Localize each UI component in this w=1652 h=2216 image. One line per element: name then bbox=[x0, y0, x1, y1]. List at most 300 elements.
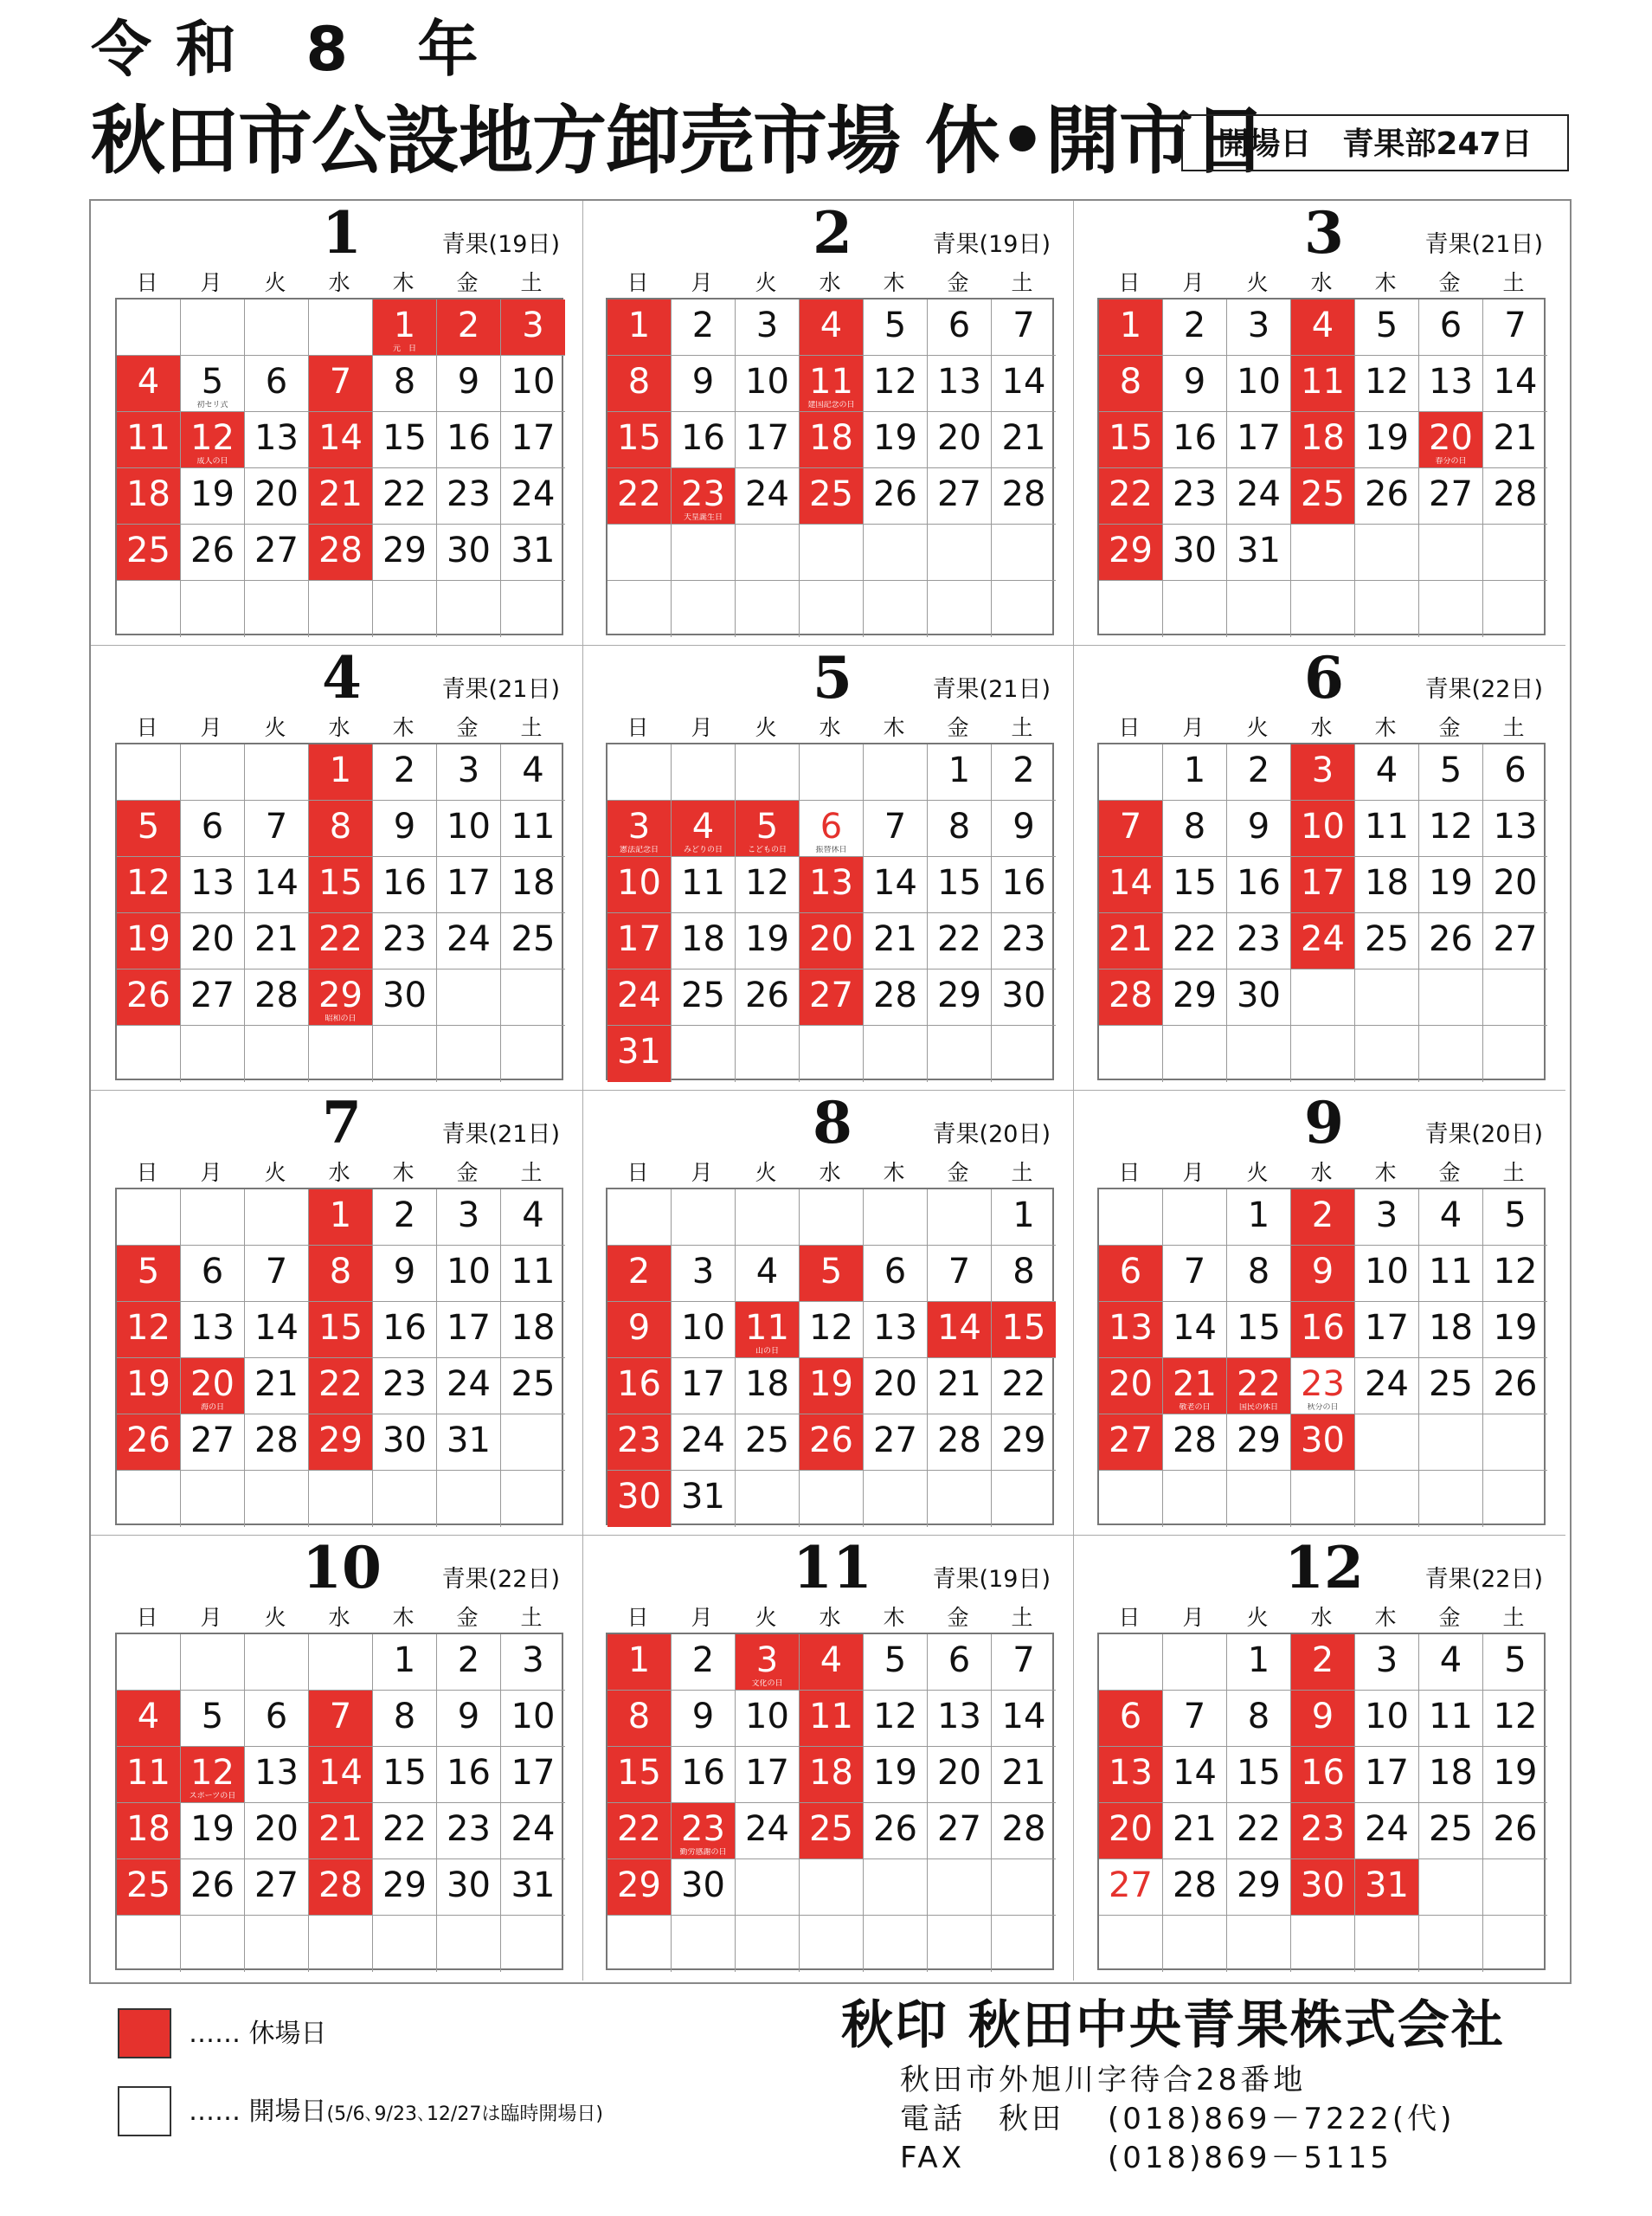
day-cell: 18 bbox=[1419, 1747, 1483, 1803]
day-cell: 3 憲法記念日 bbox=[607, 801, 672, 857]
day-cell bbox=[800, 525, 864, 581]
day-cell bbox=[864, 581, 928, 637]
day-cell: 31 bbox=[1355, 1859, 1419, 1916]
day-cell bbox=[373, 1916, 437, 1972]
day-cell: 3 bbox=[736, 300, 800, 356]
month-count: 青果(21日) bbox=[932, 676, 1051, 703]
day-cell: 5 bbox=[1483, 1634, 1547, 1691]
holiday-note: スポーツの日 bbox=[189, 1792, 236, 1800]
day-cell: 12 成人の日 bbox=[181, 412, 245, 468]
day-cell bbox=[1355, 525, 1419, 581]
day-cell: 16 bbox=[1291, 1302, 1355, 1358]
weekday-label: 金 bbox=[947, 1605, 969, 1630]
month-block bbox=[1073, 1536, 1565, 1981]
weekday-label: 日 bbox=[1118, 1605, 1141, 1630]
weekday-header bbox=[115, 1605, 563, 1631]
day-cell: 14 bbox=[245, 1302, 309, 1358]
day-cell: 6 振替休日 bbox=[800, 801, 864, 857]
day-cell: 13 bbox=[1099, 1302, 1163, 1358]
holiday-note: 敬老の日 bbox=[1179, 1403, 1211, 1412]
day-cell: 24 bbox=[1291, 913, 1355, 970]
day-cell: 21 bbox=[992, 412, 1056, 468]
day-cell: 28 bbox=[864, 970, 928, 1026]
day-cell bbox=[245, 744, 309, 801]
day-cell: 25 bbox=[1419, 1358, 1483, 1414]
day-cell: 9 bbox=[373, 1246, 437, 1302]
day-cell: 13 bbox=[245, 412, 309, 468]
weekday-label: 月 bbox=[1182, 270, 1205, 295]
day-cell: 9 bbox=[1227, 801, 1291, 857]
company-address: 秋田市外旭川字待合28番地 bbox=[900, 2063, 1307, 2097]
holiday-note: 山の日 bbox=[755, 1347, 779, 1356]
day-cell bbox=[864, 744, 928, 801]
weekday-label: 金 bbox=[947, 270, 969, 295]
day-cell: 4 bbox=[800, 300, 864, 356]
day-cell: 21 bbox=[1163, 1803, 1227, 1859]
day-cell: 17 bbox=[1355, 1302, 1419, 1358]
weekday-label: 月 bbox=[691, 270, 713, 295]
day-cell bbox=[1163, 1634, 1227, 1691]
day-cell: 15 bbox=[1227, 1302, 1291, 1358]
weekday-label: 火 bbox=[264, 1605, 286, 1630]
weekday-label: 木 bbox=[883, 1160, 905, 1185]
day-cell: 30 bbox=[1291, 1414, 1355, 1471]
weekday-label: 日 bbox=[627, 715, 649, 740]
day-cell bbox=[1419, 1471, 1483, 1527]
day-cell bbox=[1099, 744, 1163, 801]
day-cell: 19 bbox=[181, 1803, 245, 1859]
day-cell: 17 bbox=[1291, 857, 1355, 913]
weekday-label: 木 bbox=[883, 715, 905, 740]
day-cell bbox=[309, 1634, 373, 1691]
day-cell: 17 bbox=[501, 412, 565, 468]
weekday-label: 金 bbox=[947, 1160, 969, 1185]
month-number: 3 bbox=[1304, 199, 1344, 267]
day-cell: 25 bbox=[736, 1414, 800, 1471]
day-cell: 10 bbox=[437, 801, 501, 857]
day-cell: 26 bbox=[117, 1414, 181, 1471]
day-cell bbox=[864, 1859, 928, 1916]
day-cell: 9 bbox=[992, 801, 1056, 857]
day-cell: 21 bbox=[1483, 412, 1547, 468]
month-block bbox=[91, 201, 583, 646]
day-cell: 19 bbox=[864, 412, 928, 468]
holiday-note: 国民の休日 bbox=[1238, 1403, 1278, 1412]
day-cell: 7 bbox=[1099, 801, 1163, 857]
day-cell: 7 bbox=[245, 1246, 309, 1302]
day-cell bbox=[117, 1026, 181, 1082]
month-count: 青果(21日) bbox=[441, 1121, 560, 1148]
day-cell: 16 bbox=[1163, 412, 1227, 468]
weekday-header bbox=[606, 1605, 1054, 1631]
weekday-label: 火 bbox=[755, 715, 777, 740]
day-cell: 24 bbox=[501, 1803, 565, 1859]
day-cell: 9 bbox=[672, 356, 736, 412]
day-cell: 17 bbox=[1227, 412, 1291, 468]
weekday-label: 月 bbox=[1182, 715, 1205, 740]
weekday-label: 火 bbox=[1246, 1160, 1269, 1185]
weekday-header bbox=[606, 270, 1054, 296]
month-count: 青果(19日) bbox=[932, 1566, 1051, 1593]
day-cell: 27 bbox=[1099, 1859, 1163, 1916]
day-cell bbox=[181, 1026, 245, 1082]
day-cell: 11 bbox=[117, 1747, 181, 1803]
day-cell: 16 bbox=[373, 857, 437, 913]
weekday-label: 日 bbox=[1118, 270, 1141, 295]
day-cell: 19 bbox=[1355, 412, 1419, 468]
day-cell bbox=[437, 581, 501, 637]
day-cell bbox=[309, 1916, 373, 1972]
day-cell bbox=[736, 525, 800, 581]
weekday-header bbox=[606, 1160, 1054, 1186]
month-block bbox=[582, 201, 1074, 646]
weekday-label: 金 bbox=[456, 270, 479, 295]
day-cell: 20 海の日 bbox=[181, 1358, 245, 1414]
weekday-header bbox=[115, 715, 563, 741]
holiday-note: 秋分の日 bbox=[1307, 1403, 1339, 1412]
month-number: 8 bbox=[813, 1089, 852, 1156]
weekday-label: 土 bbox=[1502, 1160, 1525, 1185]
day-cell: 15 bbox=[928, 857, 992, 913]
month-number: 1 bbox=[322, 199, 362, 267]
day-cell: 14 bbox=[1483, 356, 1547, 412]
day-cell: 5 bbox=[864, 300, 928, 356]
day-cell: 9 bbox=[437, 1691, 501, 1747]
day-cell: 26 bbox=[1483, 1358, 1547, 1414]
day-cell: 3 bbox=[1355, 1189, 1419, 1246]
day-cell: 14 bbox=[1163, 1302, 1227, 1358]
weekday-label: 土 bbox=[1011, 715, 1033, 740]
day-cell: 22 bbox=[1099, 468, 1163, 525]
day-cell: 3 文化の日 bbox=[736, 1634, 800, 1691]
day-cell bbox=[1291, 525, 1355, 581]
weekday-header bbox=[1097, 1605, 1546, 1631]
weekday-label: 土 bbox=[520, 1160, 543, 1185]
weekday-label: 火 bbox=[755, 270, 777, 295]
legend-open-swatch bbox=[118, 2086, 171, 2136]
weekday-label: 月 bbox=[1182, 1160, 1205, 1185]
holiday-note: 初セリ式 bbox=[196, 401, 228, 409]
day-cell: 29 bbox=[992, 1414, 1056, 1471]
day-cell: 28 bbox=[992, 468, 1056, 525]
weekday-label: 土 bbox=[1502, 270, 1525, 295]
day-cell: 7 bbox=[992, 1634, 1056, 1691]
day-cell: 25 bbox=[501, 913, 565, 970]
day-cell bbox=[992, 525, 1056, 581]
weekday-label: 水 bbox=[328, 1605, 350, 1630]
day-cell: 27 bbox=[864, 1414, 928, 1471]
day-cell: 31 bbox=[437, 1414, 501, 1471]
day-cell: 8 bbox=[373, 356, 437, 412]
day-cell bbox=[1483, 525, 1547, 581]
day-cell: 26 bbox=[736, 970, 800, 1026]
weekday-label: 日 bbox=[1118, 715, 1141, 740]
day-cell: 8 bbox=[928, 801, 992, 857]
day-cell: 10 bbox=[501, 356, 565, 412]
weekday-label: 土 bbox=[1502, 1605, 1525, 1630]
day-cell: 13 bbox=[1419, 356, 1483, 412]
day-cell: 6 bbox=[181, 801, 245, 857]
day-cell: 24 bbox=[736, 1803, 800, 1859]
day-cell: 22 国民の休日 bbox=[1227, 1358, 1291, 1414]
weekday-label: 木 bbox=[1374, 1605, 1397, 1630]
weekday-label: 土 bbox=[520, 715, 543, 740]
day-cell bbox=[309, 300, 373, 356]
day-cell bbox=[501, 1471, 565, 1527]
month-block bbox=[1073, 1091, 1565, 1536]
day-cell bbox=[1227, 1471, 1291, 1527]
day-cell: 2 bbox=[1227, 744, 1291, 801]
weekday-label: 火 bbox=[1246, 715, 1269, 740]
day-cell: 6 bbox=[1483, 744, 1547, 801]
day-cell: 2 bbox=[607, 1246, 672, 1302]
day-cell: 18 bbox=[672, 913, 736, 970]
day-cell bbox=[1227, 1916, 1291, 1972]
day-cell bbox=[992, 1859, 1056, 1916]
day-cell: 15 bbox=[1227, 1747, 1291, 1803]
day-cell: 30 bbox=[437, 525, 501, 581]
day-cell bbox=[245, 581, 309, 637]
day-cell bbox=[437, 1916, 501, 1972]
day-cell: 20 bbox=[245, 468, 309, 525]
weekday-label: 月 bbox=[200, 1605, 222, 1630]
day-cell: 15 bbox=[992, 1302, 1056, 1358]
day-cell: 3 bbox=[1227, 300, 1291, 356]
day-cell: 13 bbox=[864, 1302, 928, 1358]
weekday-label: 月 bbox=[691, 1605, 713, 1630]
month-count: 青果(19日) bbox=[932, 231, 1051, 258]
day-cell bbox=[1355, 1026, 1419, 1082]
year-heading: 令和 8 年 bbox=[91, 14, 503, 85]
day-cell: 6 bbox=[864, 1246, 928, 1302]
day-grid bbox=[1097, 1188, 1546, 1525]
day-cell: 5 bbox=[181, 1691, 245, 1747]
fax-label: FAX bbox=[900, 2141, 965, 2175]
day-cell: 7 bbox=[309, 356, 373, 412]
day-cell bbox=[800, 581, 864, 637]
day-cell: 23 秋分の日 bbox=[1291, 1358, 1355, 1414]
day-cell: 26 bbox=[181, 525, 245, 581]
day-cell: 2 bbox=[373, 1189, 437, 1246]
tel-label: 電話 秋田 bbox=[900, 2102, 1064, 2136]
day-cell: 4 bbox=[800, 1634, 864, 1691]
day-cell bbox=[373, 1026, 437, 1082]
day-cell bbox=[672, 744, 736, 801]
day-cell: 2 bbox=[672, 1634, 736, 1691]
day-grid bbox=[1097, 298, 1546, 635]
day-cell: 4 bbox=[501, 1189, 565, 1246]
day-cell bbox=[437, 970, 501, 1026]
day-cell: 8 bbox=[607, 1691, 672, 1747]
day-cell: 1 bbox=[373, 1634, 437, 1691]
day-cell bbox=[309, 581, 373, 637]
day-cell: 1 bbox=[928, 744, 992, 801]
day-cell: 31 bbox=[1227, 525, 1291, 581]
weekday-label: 木 bbox=[1374, 270, 1397, 295]
weekday-label: 月 bbox=[691, 1160, 713, 1185]
day-cell: 25 bbox=[1291, 468, 1355, 525]
day-cell: 20 bbox=[864, 1358, 928, 1414]
day-cell: 12 bbox=[736, 857, 800, 913]
month-block bbox=[582, 1091, 1074, 1536]
day-cell: 24 bbox=[672, 1414, 736, 1471]
day-cell bbox=[1419, 1414, 1483, 1471]
day-cell bbox=[672, 1916, 736, 1972]
day-cell: 14 bbox=[1163, 1747, 1227, 1803]
day-cell: 8 bbox=[1227, 1691, 1291, 1747]
day-cell bbox=[1483, 1414, 1547, 1471]
day-cell bbox=[1419, 581, 1483, 637]
day-cell: 19 bbox=[864, 1747, 928, 1803]
month-block bbox=[91, 646, 583, 1091]
month-block bbox=[91, 1091, 583, 1536]
holiday-note: 春分の日 bbox=[1435, 457, 1467, 466]
day-cell bbox=[607, 581, 672, 637]
day-grid bbox=[606, 1188, 1054, 1525]
day-cell: 14 bbox=[992, 356, 1056, 412]
holiday-note: 海の日 bbox=[200, 1403, 224, 1412]
day-cell bbox=[864, 1916, 928, 1972]
weekday-label: 金 bbox=[1438, 1605, 1461, 1630]
day-cell: 26 bbox=[1355, 468, 1419, 525]
day-cell: 28 bbox=[1483, 468, 1547, 525]
day-cell: 22 bbox=[309, 1358, 373, 1414]
day-cell: 11 bbox=[1419, 1246, 1483, 1302]
weekday-header bbox=[115, 270, 563, 296]
day-cell bbox=[1355, 581, 1419, 637]
day-cell: 1 bbox=[1227, 1634, 1291, 1691]
day-cell bbox=[992, 1916, 1056, 1972]
day-cell: 18 bbox=[1355, 857, 1419, 913]
day-cell: 14 bbox=[928, 1302, 992, 1358]
day-cell: 23 bbox=[437, 1803, 501, 1859]
day-cell bbox=[1483, 1471, 1547, 1527]
day-cell: 2 bbox=[373, 744, 437, 801]
month-count: 青果(21日) bbox=[441, 676, 560, 703]
day-cell: 14 bbox=[992, 1691, 1056, 1747]
day-cell: 19 bbox=[1483, 1747, 1547, 1803]
day-cell: 30 bbox=[1163, 525, 1227, 581]
weekday-header bbox=[1097, 270, 1546, 296]
day-cell: 6 bbox=[245, 1691, 309, 1747]
day-cell bbox=[736, 1189, 800, 1246]
day-cell: 18 bbox=[117, 468, 181, 525]
fax-number: (018)869－5115 bbox=[1108, 2141, 1392, 2175]
day-cell: 2 bbox=[1163, 300, 1227, 356]
day-cell: 4 bbox=[1419, 1189, 1483, 1246]
day-cell: 3 bbox=[1291, 744, 1355, 801]
day-cell bbox=[1291, 1916, 1355, 1972]
day-cell bbox=[1483, 581, 1547, 637]
day-cell: 4 みどりの日 bbox=[672, 801, 736, 857]
day-cell: 11 建国記念の日 bbox=[800, 356, 864, 412]
day-cell bbox=[607, 744, 672, 801]
day-cell: 31 bbox=[501, 525, 565, 581]
day-cell: 13 bbox=[1099, 1747, 1163, 1803]
day-cell: 21 bbox=[245, 1358, 309, 1414]
weekday-label: 日 bbox=[627, 1605, 649, 1630]
day-cell: 26 bbox=[117, 970, 181, 1026]
day-cell: 19 bbox=[800, 1358, 864, 1414]
day-cell: 16 bbox=[672, 1747, 736, 1803]
day-cell bbox=[501, 1916, 565, 1972]
day-cell: 6 bbox=[928, 300, 992, 356]
company-tel bbox=[900, 2101, 1455, 2137]
day-cell: 13 bbox=[181, 1302, 245, 1358]
day-cell: 22 bbox=[1163, 913, 1227, 970]
day-cell: 24 bbox=[501, 468, 565, 525]
day-cell: 22 bbox=[607, 468, 672, 525]
day-cell: 3 bbox=[501, 300, 565, 356]
month-count: 青果(21日) bbox=[1424, 231, 1543, 258]
day-cell: 6 bbox=[245, 356, 309, 412]
day-cell: 5 bbox=[1419, 744, 1483, 801]
day-cell: 25 bbox=[117, 1859, 181, 1916]
day-cell bbox=[181, 1189, 245, 1246]
day-cell: 2 bbox=[437, 300, 501, 356]
day-cell: 24 bbox=[607, 970, 672, 1026]
weekday-label: 金 bbox=[456, 1605, 479, 1630]
day-cell: 17 bbox=[736, 1747, 800, 1803]
day-cell bbox=[117, 1189, 181, 1246]
day-cell: 22 bbox=[607, 1803, 672, 1859]
day-cell: 5 bbox=[800, 1246, 864, 1302]
day-cell bbox=[736, 1859, 800, 1916]
day-cell bbox=[501, 1026, 565, 1082]
weekday-label: 土 bbox=[1502, 715, 1525, 740]
day-cell: 18 bbox=[1419, 1302, 1483, 1358]
day-cell: 9 bbox=[607, 1302, 672, 1358]
day-cell bbox=[117, 1916, 181, 1972]
day-cell bbox=[1291, 970, 1355, 1026]
day-cell bbox=[1163, 581, 1227, 637]
day-cell: 7 bbox=[1163, 1691, 1227, 1747]
day-cell: 15 bbox=[309, 857, 373, 913]
day-cell: 5 bbox=[117, 801, 181, 857]
weekday-label: 水 bbox=[1310, 1605, 1333, 1630]
day-cell: 22 bbox=[928, 913, 992, 970]
day-cell: 8 bbox=[309, 801, 373, 857]
day-cell: 26 bbox=[864, 468, 928, 525]
month-block bbox=[582, 646, 1074, 1091]
day-cell bbox=[1291, 581, 1355, 637]
day-cell: 9 bbox=[1291, 1691, 1355, 1747]
weekday-label: 金 bbox=[1438, 1160, 1461, 1185]
day-cell: 7 bbox=[992, 300, 1056, 356]
weekday-label: 水 bbox=[1310, 715, 1333, 740]
day-cell: 16 bbox=[1227, 857, 1291, 913]
day-cell bbox=[501, 1414, 565, 1471]
day-cell: 11 山の日 bbox=[736, 1302, 800, 1358]
day-cell: 24 bbox=[437, 913, 501, 970]
day-cell bbox=[800, 744, 864, 801]
day-cell: 26 bbox=[181, 1859, 245, 1916]
day-cell: 25 bbox=[800, 468, 864, 525]
day-cell bbox=[1355, 1414, 1419, 1471]
day-cell: 20 bbox=[1483, 857, 1547, 913]
day-cell: 10 bbox=[607, 857, 672, 913]
day-cell: 24 bbox=[1355, 1358, 1419, 1414]
day-cell: 23 勤労感謝の日 bbox=[672, 1803, 736, 1859]
day-cell: 19 bbox=[1419, 857, 1483, 913]
legend-open-text: …… 開場日 bbox=[189, 2097, 327, 2127]
weekday-header bbox=[606, 715, 1054, 741]
month-count: 青果(22日) bbox=[1424, 1566, 1543, 1593]
day-cell: 25 bbox=[117, 525, 181, 581]
day-cell: 27 bbox=[928, 468, 992, 525]
day-cell: 21 bbox=[245, 913, 309, 970]
day-cell: 4 bbox=[117, 1691, 181, 1747]
